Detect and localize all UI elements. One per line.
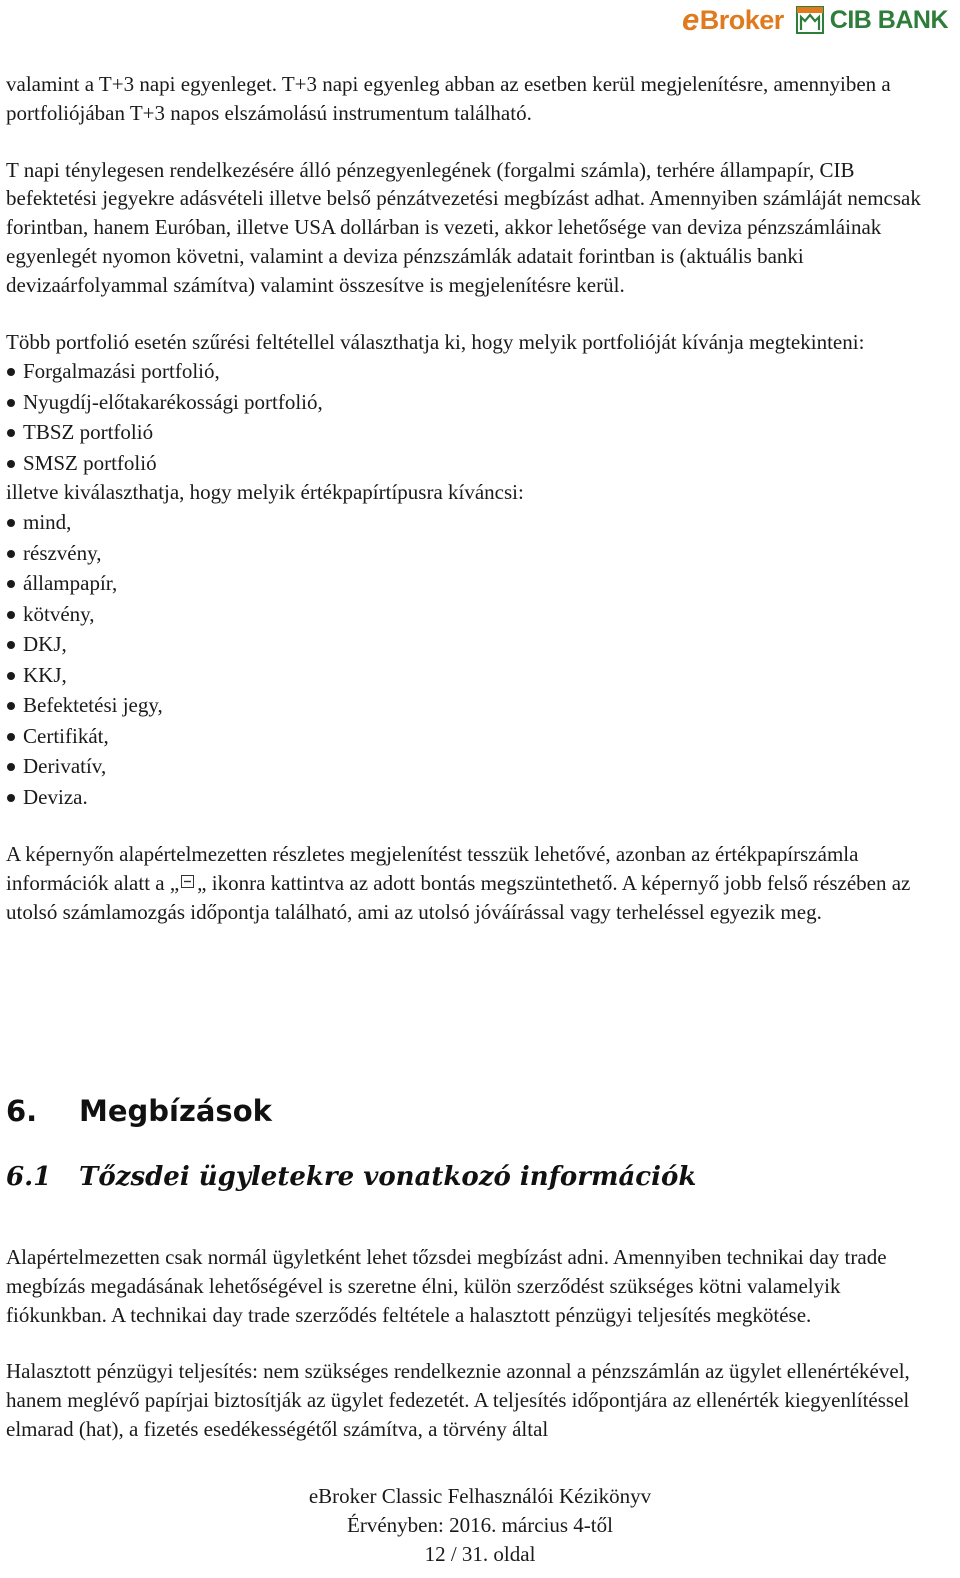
paragraph-t3-balance: valamint a T+3 napi egyenleget. T+3 napi egyenleg abban az esetben kerül megjelenítésre, amennyiben a portfoliójában T+3 napos elszámolású instrumentum található. <box>6 72 891 125</box>
page-footer <box>0 1482 960 1568</box>
cib-bank-logo <box>796 6 948 35</box>
section-title: Megbízások <box>79 1094 272 1128</box>
page-number: 12 / 31. oldal <box>424 1541 536 1566</box>
subsection-number: 6.1 <box>6 1162 52 1192</box>
section-heading-6-1 <box>6 1162 696 1192</box>
paragraph-type-filter: illetve kiválaszthatja, hogy melyik értékpapírtípusra kíváncsi: <box>6 480 524 505</box>
paragraph-portfolio-filter: Több portfolió esetén szűrési feltétellel választhatja ki, hogy melyik portfolióját kívánja megtekinteni: <box>6 329 865 354</box>
list-item: KKJ, <box>6 660 941 691</box>
section-heading-6 <box>6 1094 272 1128</box>
ebroker-logo <box>682 2 784 38</box>
collapse-icon <box>181 875 194 888</box>
paragraph-default-orders: Alapértelmezetten csak normál ügyletként lehet tőzsdei megbízást adni. Amennyiben technikai day trade megbízás megadásának lehetőségével is szeretne élni, külön szerződést szükséges kötni valamelyik fiókunkban. A technikai day trade szerződés feltétele a halasztott pénzügyi teljesítés megkötése. <box>6 1245 887 1327</box>
paragraph-deferred-settlement: Halasztott pénzügyi teljesítés: nem szükséges rendelkeznie azonnal a pénzszámlán az ügylet ellenértékével, hanem meglévő papírjai biztosítják az ügylet fedezetét. A teljesítés időpontjára az ellenérték kiegyenlítéssel elmarad (hat), a fizetés esedékességétől számítva, a törvény által <box>6 1359 910 1441</box>
list-item: mind, <box>6 507 941 538</box>
list-item: Nyugdíj-előtakarékossági portfolió, <box>6 387 941 418</box>
cib-logo-text: CIB BANK <box>829 5 948 34</box>
ebroker-logo-text: Broker <box>699 4 784 35</box>
list-item: kötvény, <box>6 599 941 630</box>
paragraph-display-details-part1: A képernyőn alapértelmezetten részletes megjelenítést tesszük lehetővé, azonban az értékpapírszámla információk alatt a „ <box>6 842 859 895</box>
paragraph-t-balance: T napi ténylegesen rendelkezésére álló pénzegyenlegének (forgalmi számla), terhére állampapír, CIB befektetési jegyekre adásvételi illetve belső pénzátvezetési megbízást adhat. Amennyiben számláját nemcsak forintban, hanem Euróban, illetve USA dollárban is vezeti, akkor lehetősége van deviza pénzszámláinak egyenlegét nyomon követni, valamint a deviza pénzszámlák adatait forintban is (aktuális banki devizaárfolyammal számítva) valamint összesítve is megjelenítésre kerül. <box>6 157 921 297</box>
list-item: részvény, <box>6 538 941 569</box>
cib-emblem-icon <box>796 6 824 34</box>
body-text <box>6 70 941 927</box>
portfolio-list <box>6 356 941 478</box>
list-item: Certifikát, <box>6 721 941 752</box>
list-item: Derivatív, <box>6 751 941 782</box>
list-item: állampapír, <box>6 568 941 599</box>
list-item: DKJ, <box>6 629 941 660</box>
footer-valid-from: Érvényben: 2016. március 4-től <box>347 1512 613 1537</box>
paragraph-display-details-part2: „ ikonra kattintva az adott bontás megszüntethető. A képernyő jobb felső részében az utolsó számlamozgás időpontja található, ami az utolsó jóváírással vagy terheléssel egyezik meg. <box>6 870 911 924</box>
ebroker-logo-e: e <box>681 2 699 37</box>
footer-title: eBroker Classic Felhasználói Kézikönyv <box>308 1484 652 1508</box>
header-logos <box>682 0 948 40</box>
list-item: SMSZ portfolió <box>6 448 941 479</box>
section-number: 6. <box>6 1094 38 1128</box>
security-type-list <box>6 507 941 812</box>
list-item: Deviza. <box>6 782 941 813</box>
paragraph-display-details <box>6 840 941 926</box>
subsection-title: Tőzsdei ügyletekre vonatkozó információk <box>79 1162 697 1192</box>
list-item: TBSZ portfolió <box>6 417 941 448</box>
list-item: Forgalmazási portfolió, <box>6 356 941 387</box>
list-item: Befektetési jegy, <box>6 690 941 721</box>
body-text-section-6-1 <box>6 1243 941 1444</box>
